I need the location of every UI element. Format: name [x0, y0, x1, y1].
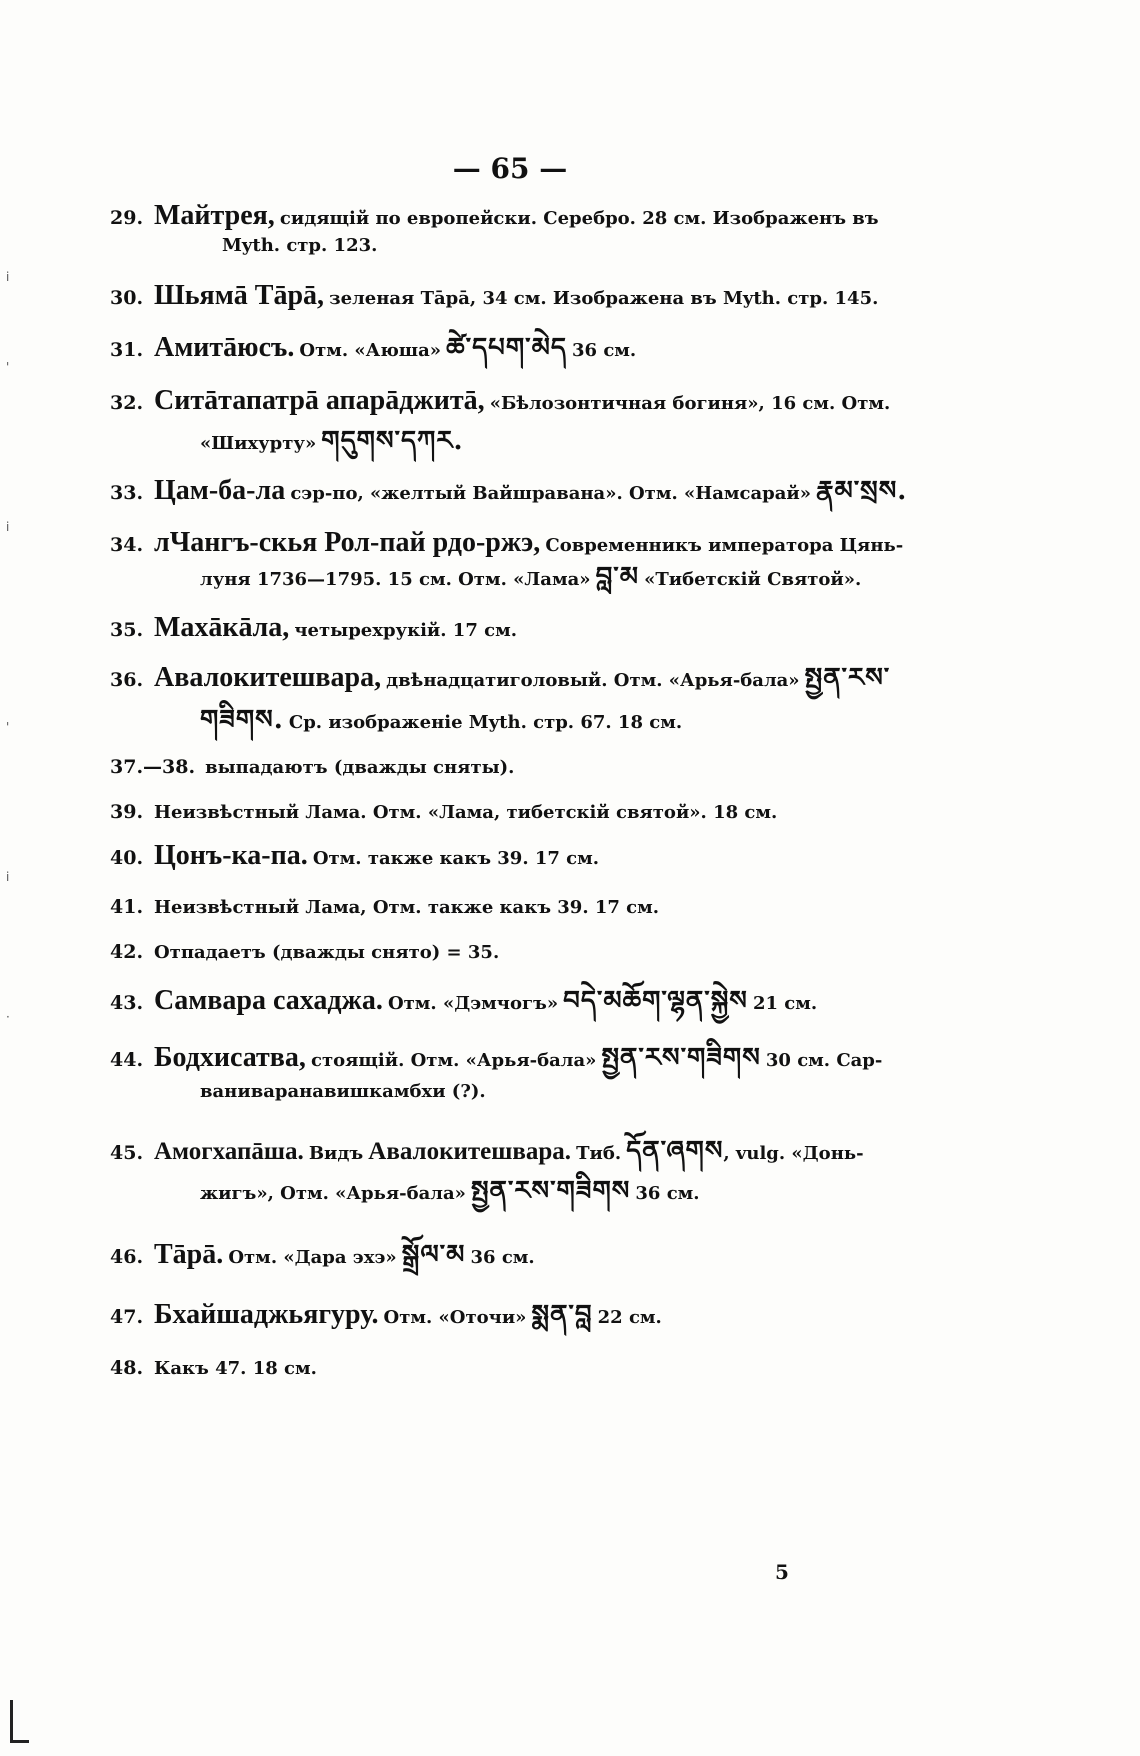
entry-number: 34.	[110, 534, 144, 556]
entry-44	[110, 1040, 940, 1104]
entry-title: Махāкāла,	[154, 612, 290, 643]
tibetan-script: རྣམ་སྲས.	[816, 476, 908, 506]
entry-39	[110, 800, 940, 825]
entry-30	[110, 278, 940, 314]
entry-title: Тāрā.	[154, 1239, 224, 1270]
entry-description: Отм. «Дара эхэ»	[228, 1247, 397, 1268]
tibetan-script: སྨན་བླ	[531, 1300, 593, 1330]
entry-37-38	[110, 755, 940, 780]
entry-number: 39.	[110, 801, 144, 823]
entry-number: 37.—38.	[110, 756, 196, 778]
entry-description: Отпадаетъ (дважды снято) = 35.	[154, 942, 500, 963]
entry-title: Ситāтапатрā апарāджитā,	[154, 385, 485, 416]
entry-35	[110, 610, 940, 646]
entry-number: 43.	[110, 992, 144, 1014]
entry-32	[110, 383, 940, 459]
entry-title: Бодхисатва,	[154, 1042, 306, 1073]
entry-description-tail: «Тибетскій Святой».	[644, 569, 862, 591]
entry-title: лЧангъ-скья Рол-пай рдо-ржэ,	[154, 527, 541, 558]
entry-description-continued: Ср. изображеніе Myth. стр. 67. 18 см.	[288, 712, 683, 734]
entry-title: Авалокитешвара,	[154, 662, 382, 693]
entry-36	[110, 660, 940, 738]
entry-description: Видъ	[308, 1143, 364, 1164]
entry-description-continued: ваниваранавишкамбхи (?).	[200, 1081, 486, 1103]
entry-number: 48.	[110, 1357, 144, 1379]
signature-mark: 5	[775, 1560, 789, 1584]
entry-description: «Бѣлозонтичная богиня», 16 см. Отм.	[489, 393, 891, 414]
entry-number: 42.	[110, 941, 144, 963]
entry-size: 36 см.	[635, 1182, 700, 1204]
entry-description: Отм. «Аюша»	[299, 340, 442, 361]
margin-speck: ·	[6, 1010, 10, 1024]
entry-description: зеленая Тāрā, 34 см. Изображена въ Myth. стр. 145.	[329, 288, 879, 309]
entry-29	[110, 198, 940, 258]
entry-title: Самвара сахаджа.	[154, 985, 383, 1016]
tibetan-script: སྤྱན་རས་གཟིགས	[601, 1043, 761, 1073]
entry-number: 44.	[110, 1049, 144, 1071]
entry-number: 36.	[110, 669, 144, 691]
entry-description: Отм. «Дэмчогъ»	[387, 993, 559, 1014]
entry-number: 41.	[110, 896, 144, 918]
entry-description-continued: жигъ», Отм. «Арья-бала»	[200, 1182, 466, 1204]
entry-47	[110, 1297, 940, 1333]
entry-description: выпадаютъ (дважды сняты).	[205, 757, 515, 778]
entry-number: 46.	[110, 1246, 144, 1268]
entry-43	[110, 983, 940, 1019]
entry-description: Отм. «Оточи»	[383, 1307, 527, 1328]
entry-number: 33.	[110, 482, 144, 504]
entry-description: Неизвѣстный Лама, Отм. также какъ 39. 17 см.	[154, 897, 660, 918]
entry-description: двѣнадцатиголовый. Отм. «Арья-бала»	[386, 670, 800, 691]
entry-number: 40.	[110, 847, 144, 869]
entry-title: Амогхапāша.	[154, 1138, 304, 1165]
entry-size: 22 см.	[597, 1307, 662, 1328]
entry-number: 47.	[110, 1306, 144, 1328]
entry-description: Неизвѣстный Лама. Отм. «Лама, тибетскій святой». 18 см.	[154, 802, 778, 823]
entry-description: сидящій по европейски. Серебро. 28 см. Изображенъ въ	[279, 208, 879, 229]
entry-description: Отм. также какъ 39. 17 см.	[312, 848, 600, 869]
entry-number: 31.	[110, 339, 144, 361]
entry-description-continued: Myth. стр. 123.	[222, 235, 378, 257]
entry-42	[110, 940, 940, 965]
entry-description: стоящій. Отм. «Арья-бала»	[311, 1050, 597, 1071]
entry-number: 29.	[110, 207, 144, 229]
tibetan-script: སྤྱན་རས་གཟིགས	[471, 1175, 631, 1206]
entry-description: четырехрукій. 17 см.	[294, 620, 517, 641]
entry-number: 30.	[110, 287, 144, 309]
tibetan-script: གདུགས་དཀར.	[321, 426, 464, 457]
entry-title-secondary: Авалокитешвара.	[368, 1138, 572, 1165]
entry-number: 45.	[110, 1142, 144, 1164]
entry-title: Амитāюсъ.	[154, 332, 295, 363]
margin-speck: ⅰ	[6, 870, 10, 884]
tibetan-script: སྤྱན་རས་	[804, 663, 891, 693]
entry-41	[110, 895, 940, 920]
entry-34	[110, 525, 940, 595]
entry-45	[110, 1135, 940, 1209]
entry-31	[110, 330, 940, 366]
tibetan-script: དོན་ཞགས	[626, 1136, 724, 1166]
entry-number: 35.	[110, 619, 144, 641]
margin-speck: ⅰ	[6, 270, 10, 284]
entry-title: Цонъ-ка-па.	[154, 840, 308, 871]
corner-mark	[10, 1700, 29, 1743]
entry-description-continued: «Шихурту»	[200, 433, 317, 455]
margin-speck: '	[6, 720, 10, 734]
entry-description-vulgar: , vulg. «Донь-	[723, 1143, 864, 1164]
margin-speck: '	[6, 360, 10, 374]
entry-size: 30 см. Сар-	[765, 1050, 883, 1071]
tibetan-script: བདེ་མཆོག་ལྷན་སྐྱེས	[563, 986, 748, 1016]
page-number: — 65 —	[452, 152, 568, 185]
entry-description: Современникъ императора Цянь-	[545, 535, 904, 556]
tibetan-script: བླ་མ	[595, 562, 639, 593]
entry-number: 32.	[110, 392, 144, 414]
entry-title: Майтрея,	[154, 200, 275, 231]
entry-46	[110, 1237, 940, 1273]
entry-title: Бхайшаджьягуру.	[154, 1299, 379, 1330]
tibetan-script: ཚེ་དཔག་མེད	[446, 333, 567, 363]
entry-description-tib-label: Тиб.	[576, 1143, 622, 1164]
entry-size: 36 см.	[572, 340, 637, 361]
tibetan-script: གཟིགས.	[200, 705, 284, 736]
entry-40	[110, 838, 940, 874]
entry-48	[110, 1356, 940, 1381]
entry-description-continued: луня 1736—1795. 15 см. Отм. «Лама»	[200, 569, 591, 591]
entry-33	[110, 473, 940, 509]
entry-description: сэр-по, «желтый Вайшравана». Отм. «Намсарай»	[290, 483, 812, 504]
tibetan-script: སྒྲོལ་མ	[401, 1240, 466, 1270]
entry-size: 21 см.	[752, 993, 818, 1014]
entry-title: Цам-ба-ла	[154, 475, 286, 506]
margin-speck: ⅰ	[6, 520, 10, 534]
entry-description: Какъ 47. 18 см.	[154, 1358, 317, 1379]
entry-title: Шьямā Тāрā,	[154, 280, 325, 311]
entry-size: 36 см.	[470, 1247, 535, 1268]
